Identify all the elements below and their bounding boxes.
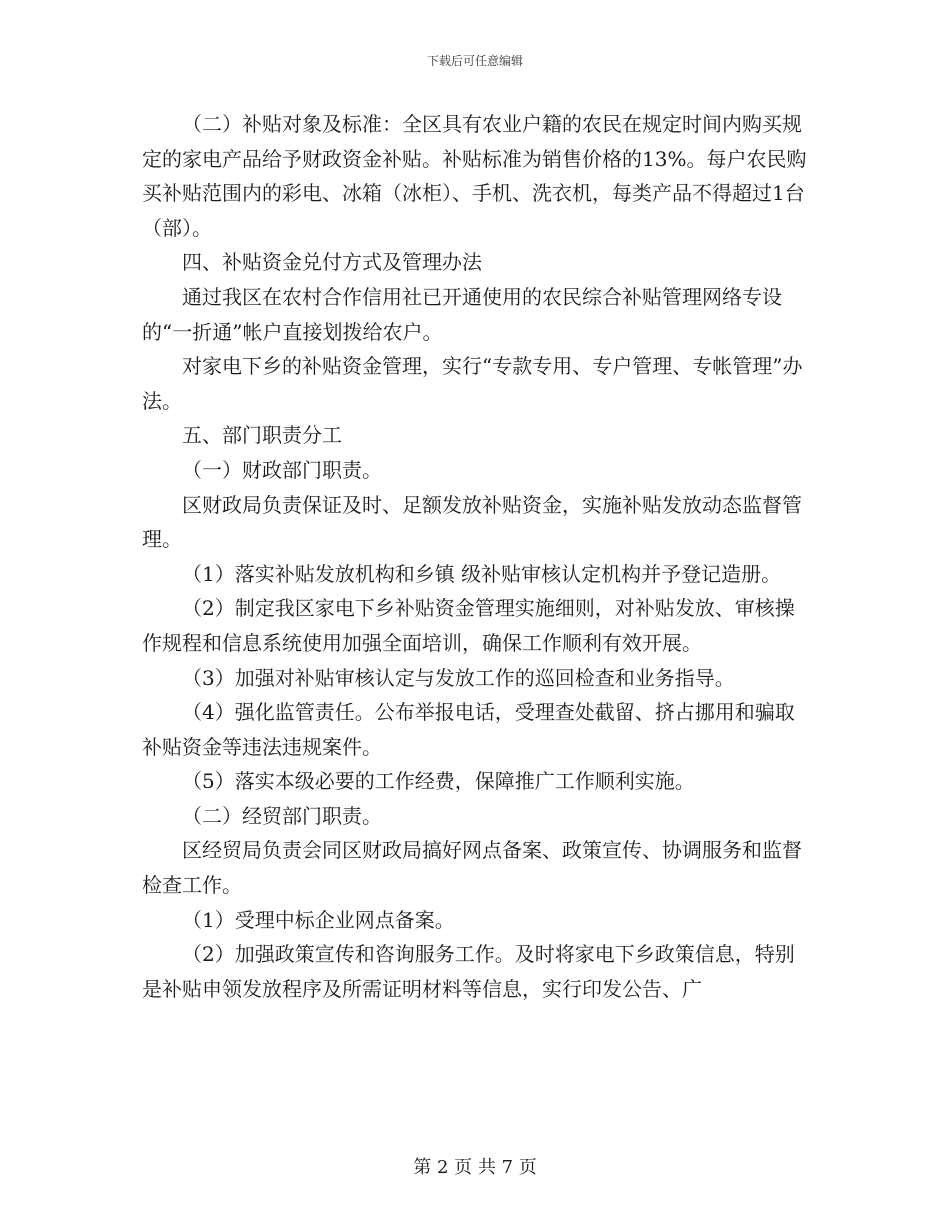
section-heading-4: 四、补贴资金兑付方式及管理办法: [182, 250, 482, 275]
list-item-trade-1: （1）受理中标企业网点备案。: [182, 907, 455, 932]
subheading-trade-dept: （二）经贸部门职责。: [182, 803, 382, 828]
list-item-finance-3: （3）加强对补贴审核认定与发放工作的巡回检查和业务指导。: [182, 665, 735, 690]
paragraph-payment-method: 通过我区在农村合作信用社已开通使用的农民综合补贴管理网络专设的“一折通”帐户直接划拨给农户。: [142, 284, 782, 344]
list-item-trade-2: （2）加强政策宣传和咨询服务工作。及时将家电下乡政策信息，特别是补贴申领发放程序及所需证明材料等信息，实行印发公告、广: [142, 942, 795, 1001]
list-item-finance-4: （4）强化监管责任。公布举报电话，受理查处截留、挤占挪用和骗取补贴资金等违法违规案件。: [142, 700, 795, 759]
page-number: 第 2 页 共 7 页: [413, 1157, 537, 1178]
page-header-note: 下载后可任意编辑: [426, 54, 523, 68]
paragraph-subsidy-target: （二）补贴对象及标准：全区具有农业户籍的农民在规定时间内购买规定的家电产品给予财政资金补贴。补贴标准为销售价格的13%。每户农民购买补贴范围内的彩电、冰箱（冰柜）、手机、洗衣机，每类产品不得超过1台（部）。: [142, 112, 807, 240]
list-item-finance-2: （2）制定我区家电下乡补贴资金管理实施细则，对补贴发放、审核操作规程和信息系统使用加强全面培训，确保工作顺利有效开展。: [142, 596, 795, 655]
document-body: [142, 107, 808, 1006]
list-item-finance-1: （1）落实补贴发放机构和乡镇 级补贴审核认定机构并予登记造册。: [182, 561, 782, 586]
subheading-finance-dept: （一）财政部门职责。: [182, 457, 382, 482]
paragraph-trade-overview: 区经贸局负责会同区财政局搞好网点备案、政策宣传、协调服务和监督检查工作。: [142, 838, 802, 898]
section-heading-5: 五、部门职责分工: [182, 423, 342, 448]
list-item-finance-5: （5）落实本级必要的工作经费，保障推广工作顺利实施。: [182, 769, 695, 794]
paragraph-finance-overview: 区财政局负责保证及时、足额发放补贴资金，实施补贴发放动态监督管理。: [142, 492, 802, 552]
paragraph-fund-management: 对家电下乡的补贴资金管理，实行“专款专用、专户管理、专帐管理”办法。: [142, 354, 803, 413]
